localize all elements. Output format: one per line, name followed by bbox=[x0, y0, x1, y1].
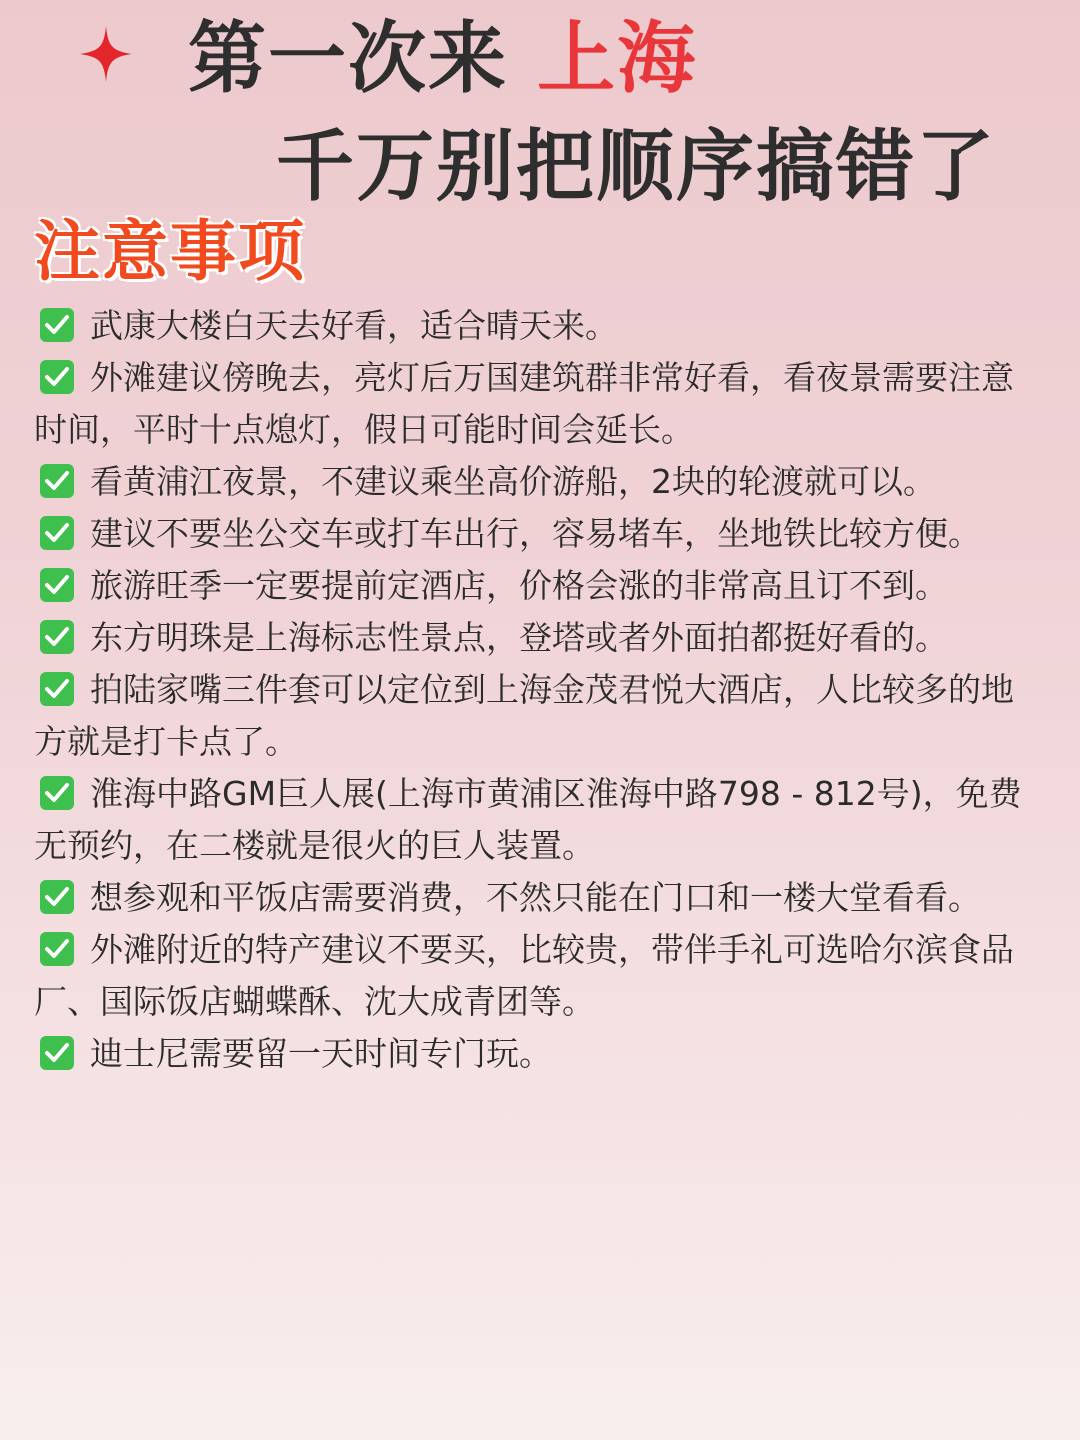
list-item bbox=[34, 872, 1044, 924]
header bbox=[0, 0, 1080, 210]
check-icon bbox=[40, 932, 74, 966]
check-icon bbox=[40, 620, 74, 654]
list-item bbox=[34, 352, 1044, 456]
list-item-text: 建议不要坐公交车或打车出行，容易堵车，坐地铁比较方便。 bbox=[90, 514, 981, 553]
list-item bbox=[34, 1028, 1044, 1080]
list-item bbox=[34, 768, 1044, 872]
list-item-text: 淮海中路GM巨人展(上海市黄浦区淮海中路798 - 812号)，免费无预约，在二楼就是很火的巨人装置。 bbox=[34, 774, 1022, 865]
title-text: 第一次来 bbox=[188, 14, 538, 104]
tips-list bbox=[34, 300, 1044, 1080]
check-icon bbox=[40, 516, 74, 550]
list-item-text: 拍陆家嘴三件套可以定位到上海金茂君悦大酒店，人比较多的地方就是打卡点了。 bbox=[34, 670, 1014, 761]
list-item-text: 外滩附近的特产建议不要买，比较贵，带伴手礼可选哈尔滨食品厂、国际饭店蝴蝶酥、沈大成青团等。 bbox=[34, 930, 1014, 1021]
check-icon bbox=[40, 1036, 74, 1070]
list-item-text: 旅游旺季一定要提前定酒店，价格会涨的非常高且订不到。 bbox=[90, 566, 948, 605]
page-title bbox=[188, 14, 697, 104]
list-item-text: 想参观和平饭店需要消费，不然只能在门口和一楼大堂看看。 bbox=[90, 878, 981, 917]
check-icon bbox=[40, 308, 74, 342]
list-item bbox=[34, 560, 1044, 612]
section-title: 注意事项 bbox=[34, 213, 306, 290]
check-icon bbox=[40, 880, 74, 914]
check-icon bbox=[40, 568, 74, 602]
list-item-text: 东方明珠是上海标志性景点，登塔或者外面拍都挺好看的。 bbox=[90, 618, 948, 657]
list-item bbox=[34, 664, 1044, 768]
list-item bbox=[34, 456, 1044, 508]
sparkle-icon bbox=[80, 26, 132, 82]
check-icon bbox=[40, 464, 74, 498]
list-item-text: 外滩建议傍晚去，亮灯后万国建筑群非常好看，看夜景需要注意时间，平时十点熄灯，假日可能时间会延长。 bbox=[34, 358, 1014, 449]
check-icon bbox=[40, 360, 74, 394]
title-highlight: 上海 bbox=[537, 14, 698, 104]
list-item bbox=[34, 300, 1044, 352]
check-icon bbox=[40, 776, 74, 810]
page-subtitle: 千万别把顺序搞错了 bbox=[276, 122, 997, 212]
check-icon bbox=[40, 672, 74, 706]
list-item bbox=[34, 508, 1044, 560]
list-item-text: 看黄浦江夜景，不建议乘坐高价游船，2块的轮渡就可以。 bbox=[90, 462, 936, 501]
list-item-text: 武康大楼白天去好看，适合晴天来。 bbox=[90, 306, 618, 345]
list-item-text: 迪士尼需要留一天时间专门玩。 bbox=[90, 1034, 552, 1073]
list-item bbox=[34, 612, 1044, 664]
list-item bbox=[34, 924, 1044, 1028]
